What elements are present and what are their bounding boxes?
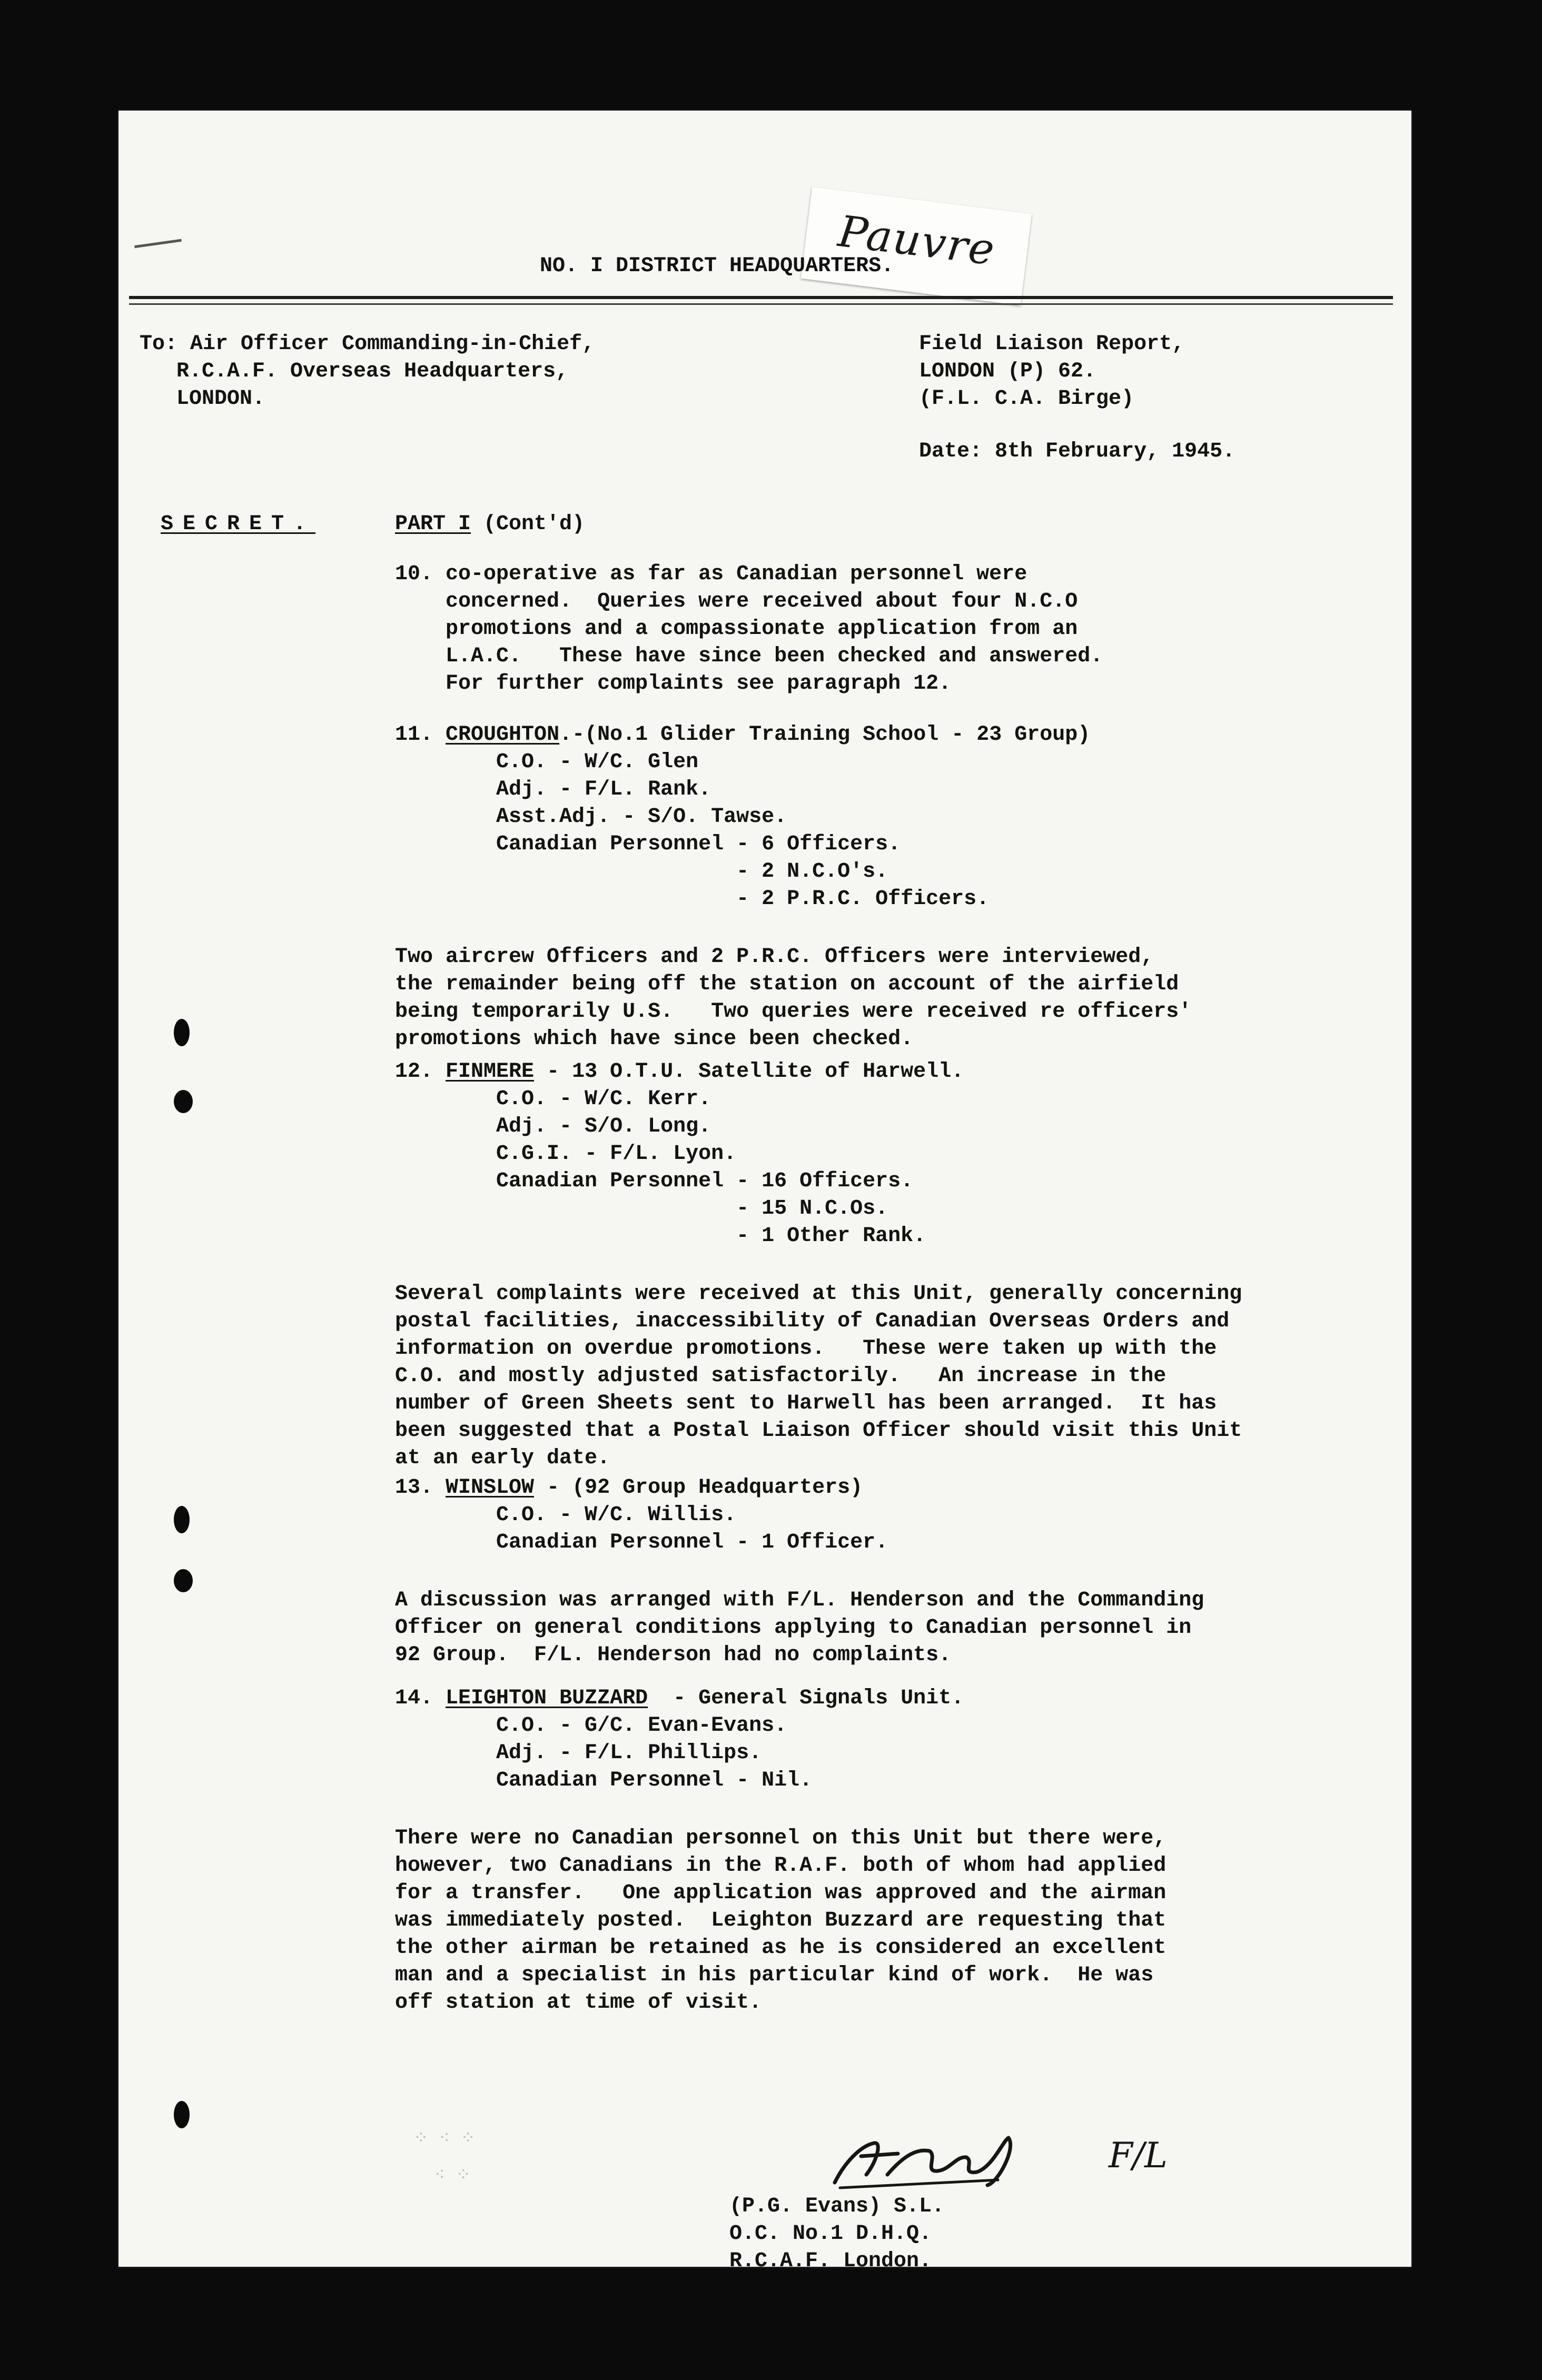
paragraph-line: For further complaints see paragraph 12. [395, 672, 952, 696]
paragraph-line: was immediately posted. Leighton Buzzard are requesting that [395, 1909, 1167, 1932]
faint-stamp-mark: ⁘ ⁖ ⁘ [413, 2127, 476, 2148]
faint-stamp-mark: ⁖ ⁘ [434, 2164, 471, 2185]
paragraph-line: the other airman be retained as he is considered an excellent [395, 1936, 1167, 1960]
paragraph-line: being temporarily U.S. Two queries were received re officers' [395, 1000, 1192, 1024]
paragraph-line: the remainder being off the station on account of the airfield [395, 973, 1179, 996]
station-description: - (92 Group Headquarters) [534, 1476, 863, 1500]
detail-line: Adj. - F/L. Rank. [395, 778, 711, 801]
addressee-block [140, 331, 595, 413]
part-heading [395, 511, 585, 538]
station-description: .-(No.1 Glider Training School - 23 Group) [559, 723, 1091, 747]
paragraph-line: off station at time of visit. [395, 1991, 762, 2015]
detail-line: Canadian Personnel - Nil. [395, 1769, 813, 1792]
detail-line: Canadian Personnel - 16 Officers. [395, 1169, 914, 1193]
addressee-line: LONDON. [176, 387, 265, 411]
paragraph-line: L.A.C. These have since been checked and answered. [395, 644, 1103, 668]
paragraph-line: however, two Canadians in the R.A.F. both of whom had applied [395, 1854, 1167, 1878]
paragraph-12 [395, 1058, 1242, 1472]
signature-initials: F/L [1109, 2135, 1168, 2176]
report-line: (F.L. C.A. Birge) [919, 387, 1134, 411]
detail-line: C.O. - G/C. Evan-Evans. [395, 1714, 787, 1738]
paragraph-line: number of Green Sheets sent to Harwell has been arranged. It has [395, 1392, 1217, 1415]
detail-line: C.O. - W/C. Glen [395, 750, 699, 774]
header-rule-top [129, 296, 1393, 299]
signature-block [729, 2193, 944, 2267]
detail-line: C.O. - W/C. Willis. [395, 1503, 737, 1527]
paragraph-line: promotions which have since been checked. [395, 1027, 914, 1051]
detail-line: - 2 N.C.O's. [395, 860, 888, 884]
detail-line: Adj. - F/L. Phillips. [395, 1741, 762, 1765]
detail-line: C.O. - W/C. Kerr. [395, 1087, 711, 1111]
station-description: - 13 O.T.U. Satellite of Harwell. [534, 1060, 964, 1084]
station-name: CROUGHTON [446, 723, 560, 747]
paragraph-10 [395, 561, 1103, 698]
punch-hole [174, 1506, 190, 1533]
paragraph-line: A discussion was arranged with F/L. Henderson and the Commanding [395, 1589, 1204, 1612]
detail-line: Canadian Personnel - 6 Officers. [395, 832, 901, 856]
punch-hole [174, 1090, 193, 1113]
report-line: LONDON (P) 62. [919, 360, 1096, 383]
paragraph-14 [395, 1685, 1166, 2017]
classification-mark: SECRET. [161, 512, 316, 536]
paragraph-line: man and a specialist in his particular kind of work. He was [395, 1964, 1154, 1987]
paragraph-number: 11. [395, 723, 433, 747]
station-name: WINSLOW [446, 1476, 535, 1500]
signatory-title: O.C. No.1 D.H.Q. [729, 2222, 932, 2246]
detail-line: C.G.I. - F/L. Lyon. [395, 1142, 737, 1166]
report-reference-block [919, 331, 1235, 465]
paragraph-line: Several complaints were received at this Unit, generally concerning [395, 1282, 1242, 1306]
paragraph-line: Two aircrew Officers and 2 P.R.C. Officers were interviewed, [395, 945, 1154, 969]
paragraph-number: 12. [395, 1060, 433, 1084]
paragraph-line: Officer on general conditions applying to Canadian personnel in [395, 1616, 1192, 1640]
paragraph-line: 92 Group. F/L. Henderson had no complaints. [395, 1643, 952, 1667]
station-name: FINMERE [446, 1060, 535, 1084]
page-title: NO. I DISTRICT HEADQUARTERS. [540, 254, 894, 278]
paragraph-line: postal facilities, inaccessibility of Canadian Overseas Orders and [395, 1310, 1230, 1333]
part-suffix: (Cont'd) [471, 512, 585, 536]
detail-line: - 15 N.C.Os. [395, 1197, 888, 1221]
handwritten-signature [824, 2125, 1098, 2198]
paragraph-13 [395, 1474, 1204, 1669]
stray-mark [134, 239, 182, 248]
header-rule-bottom [129, 303, 1393, 305]
punch-hole [174, 2101, 190, 2128]
detail-line: Canadian Personnel - 1 Officer. [395, 1531, 888, 1554]
detail-line: - 1 Other Rank. [395, 1224, 926, 1248]
paragraph-line: information on overdue promotions. These were taken up with the [395, 1337, 1217, 1361]
detail-line: Asst.Adj. - S/O. Tawse. [395, 805, 787, 829]
addressee-line: To: Air Officer Commanding-in-Chief, [140, 332, 595, 356]
paragraph-11 [395, 721, 1191, 1053]
punch-hole [174, 1019, 190, 1046]
paragraph-line: concerned. Queries were received about four N.C.O [395, 590, 1078, 613]
station-name: LEIGHTON BUZZARD [446, 1687, 648, 1710]
report-line: Field Liaison Report, [919, 332, 1185, 356]
tag-handwriting: Pauvre [835, 206, 999, 275]
part-title: PART I [395, 512, 471, 536]
paragraph-number: 14. [395, 1687, 433, 1710]
detail-line: Adj. - S/O. Long. [395, 1115, 711, 1138]
signatory-unit: R.C.A.F. London. [729, 2249, 932, 2267]
signatory-name: (P.G. Evans) S.L. [729, 2195, 945, 2218]
paragraph-line: C.O. and mostly adjusted satisfactorily. An increase in the [395, 1364, 1167, 1388]
paragraph-line: been suggested that a Postal Liaison Officer should visit this Unit [395, 1419, 1242, 1443]
station-description: - General Signals Unit. [648, 1687, 964, 1710]
paragraph-line: for a transfer. One application was approved and the airman [395, 1881, 1167, 1905]
punch-hole [174, 1569, 193, 1592]
paragraph-number: 13. [395, 1476, 433, 1500]
paragraph-line: at an early date. [395, 1446, 610, 1470]
document-page [118, 111, 1411, 2267]
report-date: Date: 8th February, 1945. [919, 440, 1235, 463]
paragraph-line: promotions and a compassionate application from an [395, 617, 1078, 641]
paragraph-line: There were no Canadian personnel on this Unit but there were, [395, 1827, 1167, 1850]
detail-line: - 2 P.R.C. Officers. [395, 887, 990, 911]
pinned-name-tag [801, 187, 1032, 305]
paragraph-line: 10. co-operative as far as Canadian personnel were [395, 562, 1027, 586]
addressee-line: R.C.A.F. Overseas Headquarters, [176, 360, 569, 383]
